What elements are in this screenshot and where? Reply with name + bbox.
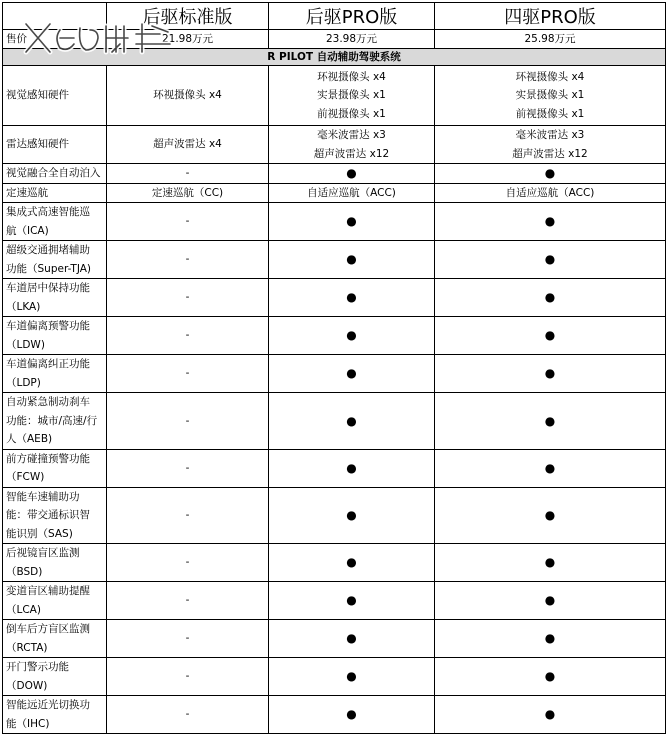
feature-value-line: 前视摄像头 x1	[317, 107, 386, 120]
feature-label-line: 智能远近光切换功	[6, 699, 90, 711]
feature-value-line: 环视摄像头 x4	[317, 70, 386, 83]
feature-value-line: ●	[544, 290, 556, 305]
feature-label-line: 能：带交通标识智	[6, 509, 90, 521]
feature-value-line: -	[185, 556, 190, 569]
feature-value	[435, 164, 666, 184]
feature-value	[269, 126, 435, 164]
feature-value-line: ●	[346, 328, 357, 343]
feature-label-line: 定速巡航	[6, 186, 48, 199]
feature-label-line: 功能（Super-TJA)	[6, 262, 92, 275]
feature-label-line: 自动紧急制动刹车	[6, 396, 90, 408]
feature-value	[435, 393, 666, 450]
feature-value	[107, 279, 269, 317]
feature-value	[435, 620, 666, 658]
feature-value	[435, 203, 666, 241]
feature-label	[3, 164, 107, 184]
feature-value-line: ●	[346, 214, 357, 229]
feature-value-line: ●	[544, 555, 556, 570]
feature-value-line: -	[185, 708, 190, 721]
feature-label-line: 视觉感知硬件	[6, 89, 69, 102]
feature-value-line: ●	[544, 669, 556, 684]
feature-value-line: ●	[544, 631, 556, 646]
feature-label	[3, 620, 107, 658]
feature-value	[269, 355, 435, 393]
feature-value	[269, 487, 435, 544]
table-row	[3, 658, 666, 696]
feature-label	[3, 66, 107, 126]
feature-value	[107, 66, 269, 126]
feature-label-line: 前方碰撞预警功能	[6, 452, 90, 465]
feature-value-line: ●	[346, 593, 357, 608]
feature-label-line: 视觉融合全自动泊入	[6, 167, 101, 179]
feature-label-line: 航（ICA)	[6, 224, 49, 237]
price-row	[3, 30, 666, 49]
feature-value-line: ●	[346, 290, 357, 305]
feature-value-line: -	[185, 632, 190, 645]
feature-value-line: 毫米波雷达 x3	[317, 129, 386, 141]
feature-value-line: -	[185, 329, 190, 342]
table-row	[3, 317, 666, 355]
feature-value	[269, 279, 435, 317]
feature-value-line: -	[185, 461, 190, 474]
table-row	[3, 164, 666, 184]
feature-value-line: 自适应巡航（ACC)	[307, 186, 396, 199]
feature-label-line: （DOW)	[6, 679, 48, 692]
feature-label-line: 超级交通拥堵辅助	[6, 244, 90, 256]
header-corner	[3, 3, 107, 30]
feature-value	[435, 183, 666, 203]
feature-value-line: -	[185, 253, 190, 266]
feature-label-line: （LKA)	[6, 300, 41, 313]
feature-value-line: 超声波雷达 x4	[153, 138, 222, 151]
feature-value-line: ●	[346, 252, 357, 267]
price-rwd-standard: 21.98万元	[107, 30, 269, 49]
price-rwd-pro: 23.98万元	[269, 30, 435, 49]
feature-value	[269, 544, 435, 582]
price-label: 售价	[3, 30, 107, 49]
feature-label-line: 功能：城市/高速/行	[6, 414, 98, 427]
feature-value	[107, 126, 269, 164]
feature-value-line: 定速巡航（CC)	[151, 186, 224, 199]
table-row	[3, 203, 666, 241]
table-row	[3, 544, 666, 582]
feature-value	[435, 279, 666, 317]
feature-label-line: 能识别（SAS)	[6, 527, 73, 540]
table-row	[3, 620, 666, 658]
feature-label	[3, 658, 107, 696]
feature-value	[269, 582, 435, 620]
feature-value	[269, 449, 435, 487]
feature-value-line: ●	[544, 214, 556, 229]
feature-label-line: 人（AEB)	[6, 433, 53, 445]
table-row	[3, 393, 666, 450]
feature-label	[3, 241, 107, 279]
feature-value-line: 环视摄像头 x4	[153, 89, 222, 102]
feature-value	[107, 393, 269, 450]
feature-value	[107, 355, 269, 393]
price-awd-pro: 25.98万元	[435, 30, 666, 49]
table-row	[3, 355, 666, 393]
feature-label	[3, 582, 107, 620]
feature-value-line: ●	[544, 166, 556, 180]
feature-value-line: -	[185, 509, 190, 521]
feature-label-line: （FCW)	[6, 471, 45, 483]
feature-label	[3, 183, 107, 203]
feature-value	[107, 164, 269, 184]
feature-value	[107, 582, 269, 620]
feature-label	[3, 696, 107, 734]
feature-value-line: ●	[544, 593, 556, 608]
feature-value-line: 环视摄像头 x4	[515, 70, 585, 83]
feature-value-line: ●	[346, 166, 357, 180]
feature-value-line: -	[185, 594, 190, 607]
column-header-rwd-standard: 后驱标准版	[107, 3, 269, 30]
feature-value	[107, 544, 269, 582]
feature-value	[269, 66, 435, 126]
feature-value	[269, 696, 435, 734]
table-row	[3, 449, 666, 487]
feature-value	[107, 183, 269, 203]
feature-label	[3, 317, 107, 355]
feature-value-line: ●	[544, 508, 556, 522]
feature-label-line: 智能车速辅助功	[6, 490, 80, 503]
feature-label	[3, 393, 107, 450]
feature-label-line: 开门警示功能	[6, 661, 69, 673]
feature-label-line: 车道偏离预警功能	[6, 320, 90, 332]
feature-value	[107, 658, 269, 696]
feature-label-line: （LDW)	[6, 338, 45, 351]
feature-value	[435, 658, 666, 696]
feature-value-line: ●	[346, 413, 357, 428]
feature-value-line: 超声波雷达 x12	[512, 147, 588, 160]
header-row	[3, 3, 666, 30]
feature-label-line: （BSD)	[6, 565, 43, 578]
feature-value	[269, 658, 435, 696]
config-table	[2, 2, 666, 734]
feature-value	[269, 620, 435, 658]
feature-value	[269, 203, 435, 241]
feature-value	[435, 582, 666, 620]
feature-value-line: 前视摄像头 x1	[515, 107, 585, 120]
feature-value-line: ●	[346, 707, 357, 722]
feature-value	[107, 696, 269, 734]
feature-label-line: 车道居中保持功能	[6, 282, 90, 294]
feature-value	[107, 317, 269, 355]
section-title: R PILOT 自动辅助驾驶系统	[3, 49, 666, 66]
feature-value-line: 实景摄像头 x1	[515, 89, 585, 102]
table-row	[3, 279, 666, 317]
feature-label	[3, 487, 107, 544]
feature-value-line: 超声波雷达 x12	[313, 147, 390, 160]
feature-value-line: ●	[346, 555, 357, 570]
feature-value-line: -	[185, 367, 190, 380]
feature-label-line: （LDP)	[6, 376, 41, 389]
feature-value	[435, 449, 666, 487]
feature-value	[435, 487, 666, 544]
table-row	[3, 487, 666, 544]
table-row	[3, 582, 666, 620]
table-row	[3, 241, 666, 279]
feature-value	[435, 126, 666, 164]
table-row	[3, 183, 666, 203]
feature-value	[435, 241, 666, 279]
table-row	[3, 66, 666, 126]
feature-value	[107, 487, 269, 544]
feature-value-line: ●	[544, 366, 556, 381]
feature-label-line: 雷达感知硬件	[6, 138, 69, 151]
table-row	[3, 126, 666, 164]
feature-label	[3, 449, 107, 487]
feature-value-line: 毫米波雷达 x3	[515, 129, 585, 141]
column-header-awd-pro: 四驱PRO版	[435, 3, 666, 30]
feature-value-line: ●	[346, 460, 357, 475]
feature-value	[435, 355, 666, 393]
feature-value	[435, 544, 666, 582]
feature-value	[435, 317, 666, 355]
feature-value-line: ●	[544, 413, 556, 428]
feature-value	[269, 317, 435, 355]
feature-label	[3, 126, 107, 164]
feature-value	[269, 164, 435, 184]
feature-value-line: 实景摄像头 x1	[317, 89, 386, 102]
feature-value-line: ●	[346, 631, 357, 646]
feature-label	[3, 544, 107, 582]
feature-label-line: 车道偏离纠正功能	[6, 358, 90, 370]
feature-value-line: 自适应巡航（ACC)	[505, 186, 595, 199]
feature-value	[107, 449, 269, 487]
feature-value-line: ●	[346, 669, 357, 684]
feature-label-line: 后视镜盲区监测	[6, 547, 80, 559]
feature-value	[269, 393, 435, 450]
feature-value	[107, 203, 269, 241]
feature-value-line: ●	[346, 366, 357, 381]
feature-value-line: -	[185, 291, 190, 304]
table-row	[3, 696, 666, 734]
feature-label	[3, 355, 107, 393]
feature-value-line: ●	[544, 328, 556, 343]
feature-value-line: -	[185, 167, 190, 179]
feature-label-line: 倒车后方盲区监测	[6, 623, 90, 635]
feature-value	[107, 241, 269, 279]
feature-value-line: ●	[544, 252, 556, 267]
feature-label	[3, 279, 107, 317]
feature-label-line: （LCA)	[6, 603, 41, 616]
feature-value-line: ●	[544, 707, 556, 722]
feature-value	[435, 696, 666, 734]
feature-value-line: ●	[346, 508, 357, 522]
feature-value	[107, 620, 269, 658]
feature-label-line: 集成式高速智能巡	[6, 206, 90, 218]
feature-value-line: -	[185, 670, 190, 683]
feature-value	[269, 241, 435, 279]
feature-label-line: 变道盲区辅助提醒	[6, 585, 90, 597]
feature-value	[269, 183, 435, 203]
feature-label-line: 能（IHC)	[6, 717, 50, 730]
feature-value-line: -	[185, 414, 190, 427]
feature-value-line: ●	[544, 460, 556, 475]
feature-label	[3, 203, 107, 241]
feature-value-line: -	[185, 215, 190, 228]
column-header-rwd-pro: 后驱PRO版	[269, 3, 435, 30]
feature-value	[435, 66, 666, 126]
feature-label-line: （RCTA)	[6, 641, 48, 654]
section-row	[3, 49, 666, 66]
